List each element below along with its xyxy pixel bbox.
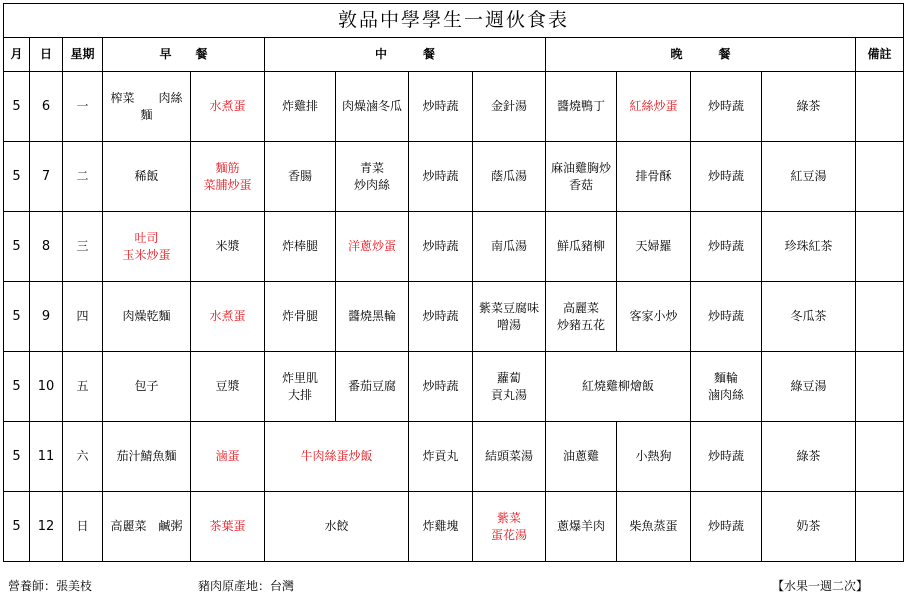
dinner-item: 綠茶 [762, 72, 856, 142]
dinner-item: 紅絲炒蛋 [617, 72, 691, 142]
breakfast-item: 水煮蛋 [191, 72, 265, 142]
month-cell: 5 [4, 352, 30, 422]
remark-cell [856, 142, 904, 212]
weekday-cell: 二 [63, 142, 103, 212]
lunch-item: 炒時蔬 [409, 352, 473, 422]
lunch-item: 番茄豆腐 [336, 352, 409, 422]
dinner-item: 客家小炒 [617, 282, 691, 352]
lunch-combo-item: 牛肉絲蛋炒飯 [265, 422, 409, 492]
day-cell: 9 [30, 282, 63, 352]
dinner-item: 珍珠紅茶 [762, 212, 856, 282]
lunch-item: 炒時蔬 [409, 282, 473, 352]
menu-row [4, 492, 904, 562]
lunch-item: 炒時蔬 [409, 72, 473, 142]
menu-row [4, 142, 904, 212]
remark-cell [856, 352, 904, 422]
lunch-item: 紫菜 蛋花湯 [473, 492, 546, 562]
breakfast-item: 滷蛋 [191, 422, 265, 492]
day-cell: 11 [30, 422, 63, 492]
month-cell: 5 [4, 282, 30, 352]
lunch-item: 炒時蔬 [409, 142, 473, 212]
day-cell: 8 [30, 212, 63, 282]
month-cell: 5 [4, 492, 30, 562]
remark-cell [856, 212, 904, 282]
lunch-combo-item: 水餃 [265, 492, 409, 562]
remark-cell [856, 282, 904, 352]
header-day: 日 [30, 38, 63, 72]
lunch-item: 炸里肌 大排 [265, 352, 336, 422]
lunch-item: 南瓜湯 [473, 212, 546, 282]
breakfast-item: 茄汁鯖魚麵 [103, 422, 191, 492]
menu-title: 敦品中學學生一週伙食表 [4, 4, 904, 38]
remark-cell [856, 492, 904, 562]
day-cell: 10 [30, 352, 63, 422]
header-row [4, 38, 904, 72]
lunch-item: 炸棒腿 [265, 212, 336, 282]
lunch-item: 炸骨腿 [265, 282, 336, 352]
breakfast-item: 稀飯 [103, 142, 191, 212]
month-cell: 5 [4, 422, 30, 492]
weekday-cell: 五 [63, 352, 103, 422]
lunch-item: 蘿蔔 貢丸湯 [473, 352, 546, 422]
footer [6, 577, 904, 597]
breakfast-item: 高麗菜 鹹粥 [103, 492, 191, 562]
day-cell: 6 [30, 72, 63, 142]
breakfast-item: 茶葉蛋 [191, 492, 265, 562]
header-remark: 備註 [856, 38, 904, 72]
month-cell: 5 [4, 212, 30, 282]
dinner-item: 綠豆湯 [762, 352, 856, 422]
lunch-item: 蔭瓜湯 [473, 142, 546, 212]
lunch-item: 炸貢丸 [409, 422, 473, 492]
dinner-item: 綠茶 [762, 422, 856, 492]
lunch-item: 紫菜豆腐味 噌湯 [473, 282, 546, 352]
dinner-item: 紅豆湯 [762, 142, 856, 212]
day-cell: 12 [30, 492, 63, 562]
weekday-cell: 四 [63, 282, 103, 352]
dinner-item: 冬瓜茶 [762, 282, 856, 352]
month-cell: 5 [4, 142, 30, 212]
menu-row [4, 72, 904, 142]
menu-sheet [3, 3, 904, 593]
month-cell: 5 [4, 72, 30, 142]
header-breakfast: 早 餐 [103, 38, 265, 72]
menu-row [4, 212, 904, 282]
menu-body [4, 72, 904, 562]
dinner-item: 油蔥雞 [546, 422, 617, 492]
header-weekday: 星期 [63, 38, 103, 72]
menu-row [4, 352, 904, 422]
breakfast-item: 榨菜 肉絲 麵 [103, 72, 191, 142]
lunch-item: 醬燒黑輪 [336, 282, 409, 352]
dinner-item: 炒時蔬 [691, 142, 762, 212]
breakfast-item: 水煮蛋 [191, 282, 265, 352]
lunch-item: 炸雞塊 [409, 492, 473, 562]
lunch-item: 結頭菜湯 [473, 422, 546, 492]
weekday-cell: 三 [63, 212, 103, 282]
dinner-item: 炒時蔬 [691, 422, 762, 492]
header-month: 月 [4, 38, 30, 72]
dinner-item: 鮮瓜豬柳 [546, 212, 617, 282]
weekday-cell: 一 [63, 72, 103, 142]
weekly-menu-table [3, 3, 904, 562]
lunch-item: 金針湯 [473, 72, 546, 142]
dinner-item: 炒時蔬 [691, 72, 762, 142]
breakfast-item: 包子 [103, 352, 191, 422]
dinner-item: 蔥爆羊肉 [546, 492, 617, 562]
breakfast-item: 米漿 [191, 212, 265, 282]
lunch-item: 炒時蔬 [409, 212, 473, 282]
pork-origin-note: 豬肉原產地：台灣 [198, 579, 295, 593]
header-lunch: 中 餐 [265, 38, 546, 72]
breakfast-item: 肉燥乾麵 [103, 282, 191, 352]
weekday-cell: 日 [63, 492, 103, 562]
weekday-cell: 六 [63, 422, 103, 492]
remark-cell [856, 72, 904, 142]
menu-row [4, 422, 904, 492]
dinner-item: 高麗菜 炒豬五花 [546, 282, 617, 352]
dinner-combo-item: 紅燒雞柳燴飯 [546, 352, 691, 422]
lunch-item: 香腸 [265, 142, 336, 212]
remark-cell [856, 422, 904, 492]
lunch-item: 洋蔥炒蛋 [336, 212, 409, 282]
dinner-item: 麻油雞胸炒 香菇 [546, 142, 617, 212]
dinner-item: 炒時蔬 [691, 492, 762, 562]
lunch-item: 青菜 炒肉絲 [336, 142, 409, 212]
header-dinner: 晚 餐 [546, 38, 856, 72]
dinner-item: 麵輪 滷肉絲 [691, 352, 762, 422]
dinner-item: 排骨酥 [617, 142, 691, 212]
fruit-note: 【水果一週二次】 [771, 579, 868, 593]
breakfast-item: 麵筋 菜脯炒蛋 [191, 142, 265, 212]
dinner-item: 炒時蔬 [691, 212, 762, 282]
dinner-item: 醬燒鴨丁 [546, 72, 617, 142]
dinner-item: 奶茶 [762, 492, 856, 562]
breakfast-item: 吐司 玉米炒蛋 [103, 212, 191, 282]
dinner-item: 小熱狗 [617, 422, 691, 492]
menu-row [4, 282, 904, 352]
breakfast-item: 豆漿 [191, 352, 265, 422]
nutritionist-note: 營養師：張美枝 [8, 579, 93, 593]
dinner-item: 天婦羅 [617, 212, 691, 282]
dinner-item: 柴魚蒸蛋 [617, 492, 691, 562]
dinner-item: 炒時蔬 [691, 282, 762, 352]
lunch-item: 炸雞排 [265, 72, 336, 142]
lunch-item: 肉燥滷冬瓜 [336, 72, 409, 142]
day-cell: 7 [30, 142, 63, 212]
